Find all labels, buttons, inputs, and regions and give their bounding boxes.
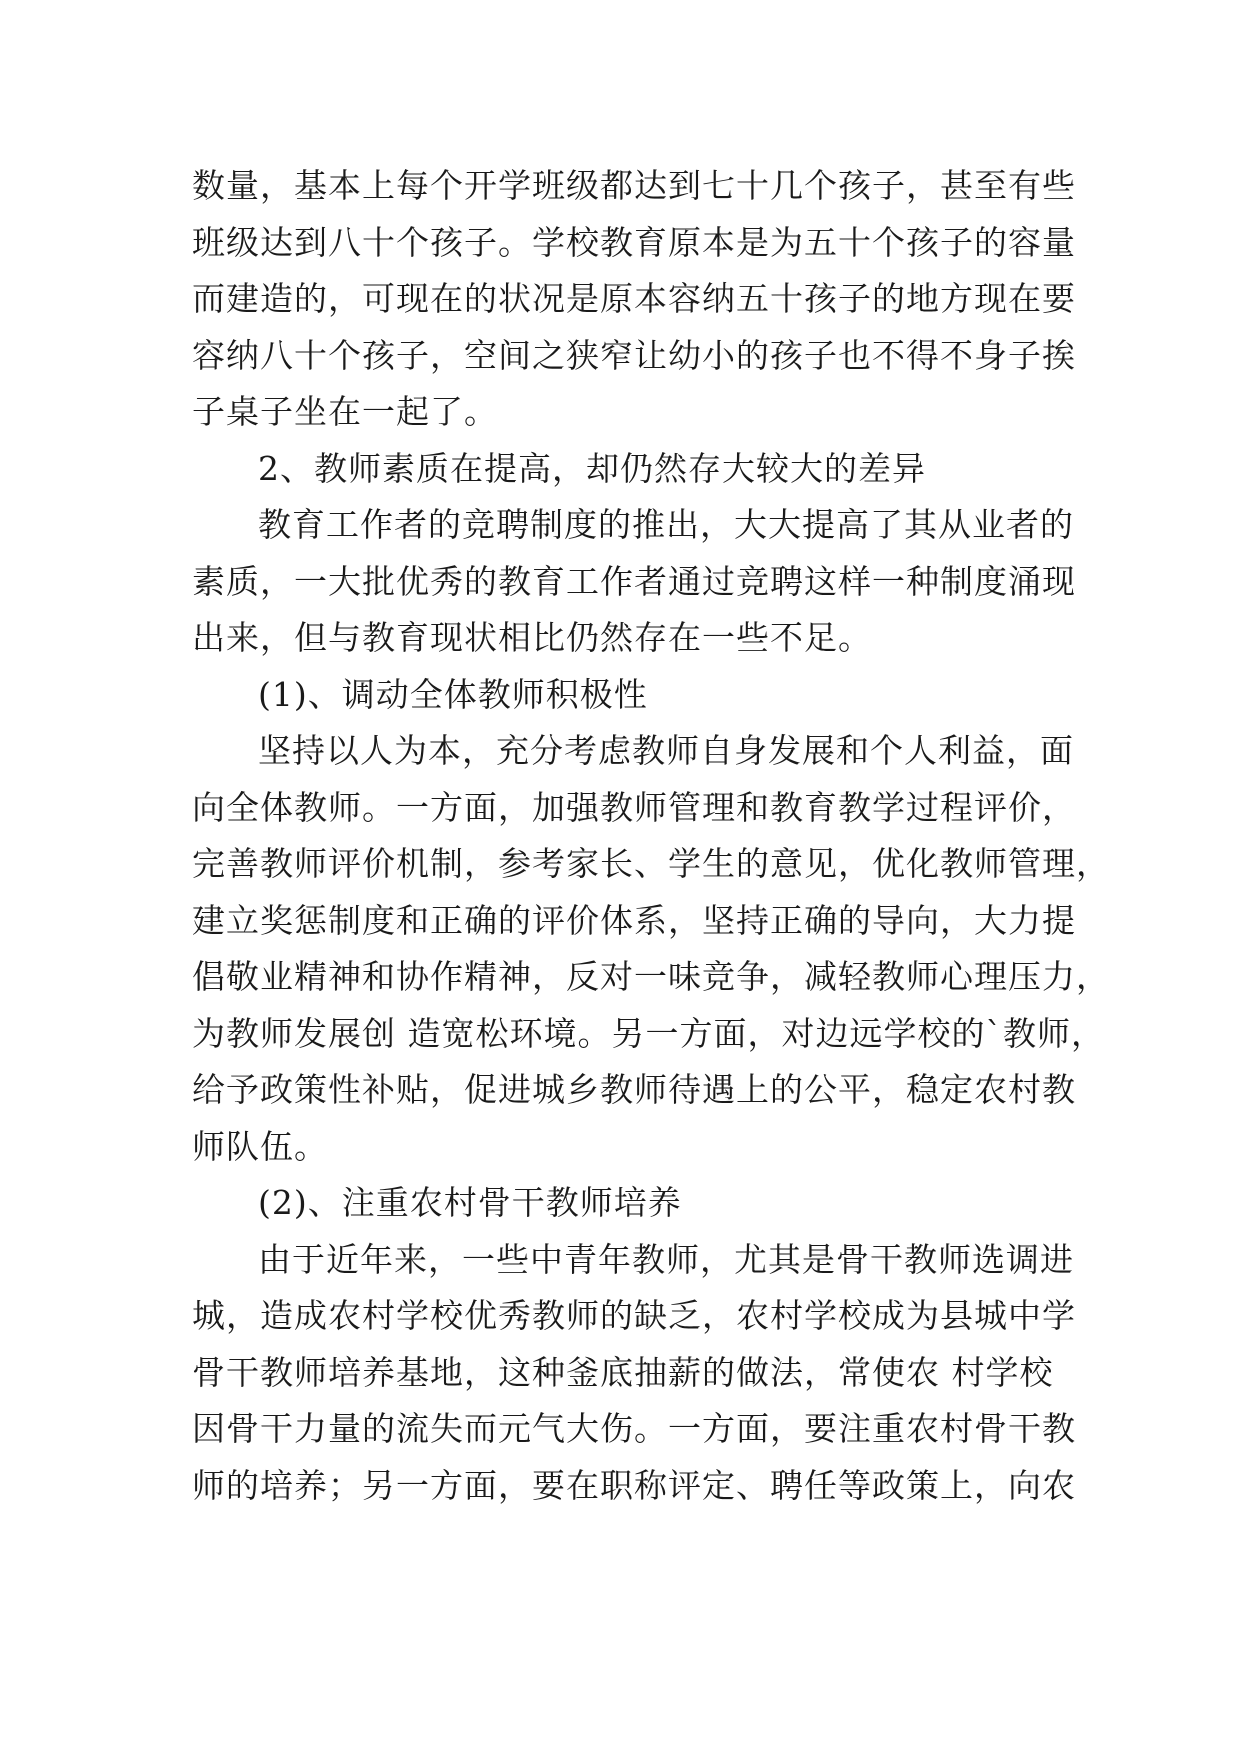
text-line: 给予政策性补贴，促进城乡教师待遇上的公平，稳定农村教 bbox=[192, 1070, 1076, 1109]
text-line: 子桌子坐在一起了。 bbox=[192, 392, 498, 431]
paragraph-first-line: 教育工作者的竞聘制度的推出，大大提高了其从业者的 bbox=[258, 505, 1074, 544]
text-line: 素质，一大批优秀的教育工作者通过竞聘这样一种制度涌现 bbox=[192, 561, 1076, 601]
subsection-heading: (1)、调动全体教师积极性 bbox=[258, 674, 648, 714]
text-line: 因骨干力量的流失而元气大伤。一方面，要注重农村骨干教 bbox=[192, 1409, 1076, 1448]
paragraph-first-line: 坚持以人为本，充分考虑教师自身发展和个人利益，面 bbox=[258, 731, 1074, 770]
body-text bbox=[192, 158, 1110, 1514]
subsection-heading: (2)、注重农村骨干教师培养 bbox=[258, 1183, 682, 1222]
text-line: 而建造的，可现在的状况是原本容纳五十孩子的地方现在要 bbox=[192, 279, 1076, 318]
text-line: 骨干教师培养基地，这种釜底抽薪的做法，常使农 村学校 bbox=[192, 1352, 1054, 1392]
text-line: 向全体教师。一方面，加强教师管理和教育教学过程评价， bbox=[192, 787, 1076, 827]
text-line: 数量，基本上每个开学班级都达到七十几个孩子，甚至有些 bbox=[192, 166, 1076, 205]
text-line: 为教师发展创 造宽松环境。另一方面，对边远学校的`教师， bbox=[192, 1013, 1105, 1053]
text-line: 完善教师评价机制，参考家长、学生的意见，优化教师管理， bbox=[192, 844, 1110, 883]
text-line: 建立奖惩制度和正确的评价体系，坚持正确的导向，大力提 bbox=[192, 900, 1076, 940]
text-line: 出来，但与教育现状相比仍然存在一些不足。 bbox=[192, 618, 872, 657]
text-line: 城，造成农村学校优秀教师的缺乏，农村学校成为县城中学 bbox=[192, 1296, 1076, 1335]
text-line: 容纳八十个孩子，空间之狭窄让幼小的孩子也不得不身子挨 bbox=[192, 335, 1076, 375]
text-line: 师的培养；另一方面，要在职称评定、聘任等政策上，向农 bbox=[192, 1465, 1076, 1505]
paragraph-first-line: 由于近年来，一些中青年教师，尤其是骨干教师选调进 bbox=[258, 1239, 1074, 1279]
text-line: 班级达到八十个孩子。学校教育原本是为五十个孩子的容量 bbox=[192, 222, 1076, 262]
text-line: 倡敬业精神和协作精神，反对一味竞争，减轻教师心理压力， bbox=[192, 957, 1110, 996]
section-heading: 2、教师素质在提高，却仍然存大较大的差异 bbox=[258, 448, 926, 488]
text-line: 师队伍。 bbox=[192, 1126, 328, 1166]
